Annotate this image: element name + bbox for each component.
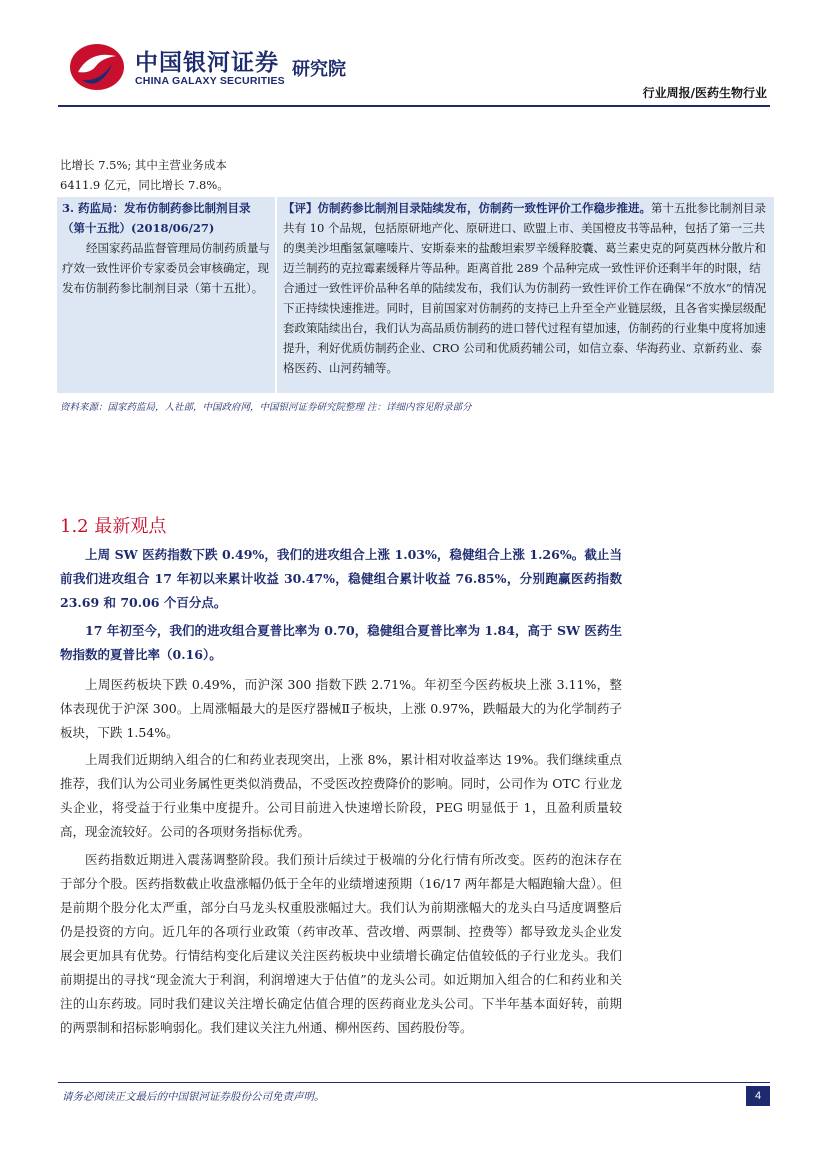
source-note: 资料来源：国家药监局，人社部，中国政府网，中国银河证券研究院整理 注：详细内容见附录部分 [60, 402, 472, 413]
footer-disclaimer: 请务必阅读正文最后的中国银河证券股份公司免责声明。 [62, 1091, 325, 1103]
table-column-divider [275, 197, 277, 393]
page-number: 4 [746, 1086, 770, 1106]
paragraph: 医药指数近期进入震荡调整阶段。我们预计后续过于极端的分化行情有所改变。医药的泡沫存在于部分个股。医药指数截止收盘涨幅仍低于全年的业绩增速预期（16/17 两年都是大幅跑输大盘）。但是前期个股分化太严重，部分白马龙头权重股涨幅过大。我们认为前期涨幅大的龙头白马适度调整后仍是投资的方向。近几年的各项行业政策（药审改革、营改增、两票制、控费等）都导致龙头企业发展会更加具有优势。行情结构变化后建议关注医药板块中业绩增长确定估值较低的子行业龙头。我们前期提出的寻找“现金流大于利润，利润增速大于估值”的龙头公司。如近期加入组合的仁和药业和关注的山东药玻。同时我们建议关注增长确定估值合理的医药商业龙头公司。下半年基本面好转，前期的两票制和招标影响弱化。我们建议关注九州通、柳州医药、国药股份等。 [60, 852, 622, 1035]
news-title: 3. 药监局：发布仿制药参比制剂目录（第十五批）(2018/06/27) [62, 201, 251, 235]
paragraph: 上周我们近期纳入组合的仁和药业表现突出，上涨 8%，累计相对收益率达 19%。我们继续重点推荐，我们认为公司业务属性更类似消费品，不受医改控费降价的影响。同时，公司作为 OTC 行业龙头企业，将受益于行业集中度提升。公司目前进入快速增长阶段，PEG 明显低于 1，且盈利质量较高，现金流较好。公司的各项财务指标优秀。 [60, 752, 622, 839]
brand-name-en: CHINA GALAXY SECURITIES [135, 75, 285, 87]
brand-subtitle: 研究院 [292, 59, 346, 80]
paragraph: 17 年初至今，我们的进攻组合夏普比率为 0.70，稳健组合夏普比率为 1.84，高于 SW 医药生物指数的夏普比率（0.16）。 [60, 623, 622, 662]
table-cell-comment [283, 198, 771, 378]
paragraph: 上周医药板块下跌 0.49%，而沪深 300 指数下跌 2.71%。年初至今医药板块上涨 3.11%，整体表现优于沪深 300。上周涨幅最大的是医疗器械Ⅱ子板块，上涨 0.97%，跌幅最大的为化学制药子板块，下跌 1.54%。 [60, 677, 622, 740]
table-continued-text: 比增长 7.5%; 其中主营业务成本 6411.9 亿元，同比增长 7.8%。 [60, 158, 229, 192]
report-category: 行业周报/医药生物行业 [642, 86, 767, 100]
news-body: 经国家药品监督管理局仿制药质量与疗效一致性评价专家委员会审核确定，现发布仿制药参比制剂目录（第十五批）。 [62, 241, 270, 295]
footer-divider [58, 1082, 770, 1083]
comment-lead: 【评】仿制药参比制剂目录陆续发布，仿制药一致性评价工作稳步推进。 [283, 201, 651, 215]
table-cell-news [62, 198, 270, 298]
brand-name-cn: 中国银河证券 [135, 50, 279, 76]
galaxy-logo-icon [68, 42, 126, 92]
paragraph: 上周 SW 医药指数下跌 0.49%，我们的进攻组合上涨 1.03%，稳健组合上涨 1.26%。截止当前我们进攻组合 17 年初以来累计收益 30.47%，稳健组合累计收益 76.85%，分别跑赢医药指数 23.69 和 70.06 个百分点。 [60, 547, 622, 610]
header-divider [58, 105, 770, 107]
section-title: 1.2 最新观点 [60, 516, 167, 537]
comment-body: 第十五批参比制剂目录共有 10 个品规，包括原研地产化、原研进口、欧盟上市、美国橙皮书等品种，包括了第一三共的奥美沙坦酯氢氯噻嗪片、安斯泰来的盐酸坦索罗辛缓释胶囊、葛兰素史克的阿莫西林分散片和迈兰制药的克拉霉素缓释片等品种。距离首批 289 个品种完成一致性评价还剩半年的时限，结合通过一致性评价品种名单的陆续发布，我们认为仿制药一致性评价工作在确保“不放水”的情况下正持续快速推进。同时，目前国家对仿制药的支持已上升至全产业链层级，且各省实操层级配套政策陆续出台，我们认为高品质仿制药的进口替代过程有望加速，仿制药的行业集中度将加速提升，利好优质仿制药企业、CRO 公司和优质药辅公司，如信立泰、华海药业、京新药业、泰格医药、山河药辅等。 [283, 201, 767, 375]
